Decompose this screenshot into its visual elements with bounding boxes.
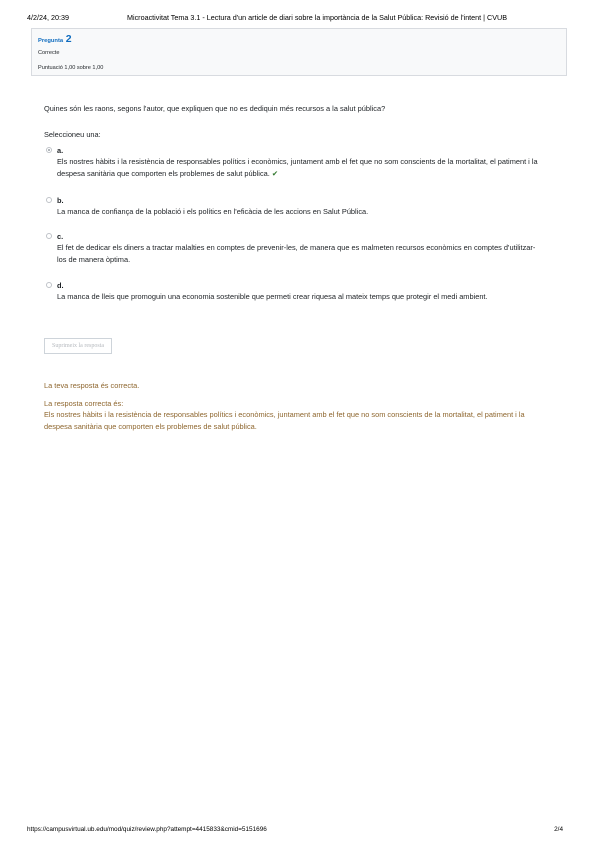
question-grade: Puntuació 1,00 sobre 1,00 bbox=[38, 65, 104, 71]
radio-icon[interactable] bbox=[46, 233, 52, 239]
print-page-number: 2/4 bbox=[554, 826, 563, 833]
radio-icon[interactable] bbox=[46, 282, 52, 288]
answer-prompt: Seleccioneu una: bbox=[44, 130, 101, 139]
print-page-title: Microactivitat Tema 3.1 - Lectura d'un article de diari sobre la importància de la Salut Pública: Revisió de l'intent | CVUB bbox=[127, 13, 508, 22]
right-answer-text: Els nostres hàbits i la resistència de responsables polítics i econòmics, juntament amb el fet que no som conscients de la mortalitat, el patiment i la despesa sanitària que comporten els problemes de salut pública. bbox=[44, 410, 525, 431]
answer-text-content: Els nostres hàbits i la resistència de responsables polítics i econòmics, juntament amb el fet que no som conscients de la mortalitat, el patiment i la despesa sanitària que comporten els problemes de salut pública. bbox=[57, 157, 538, 178]
answer-text: El fet de dedicar els diners a tractar malalties en comptes de prevenir-les, de manera que es malmeten recursos econòmics en comptes d'utilitzar-los de manera òptima. bbox=[57, 243, 536, 264]
clear-answer-button[interactable]: Suprimeix la resposta bbox=[44, 338, 112, 354]
right-answer-label: La resposta correcta és: bbox=[44, 399, 124, 408]
question-text: Quines són les raons, segons l'autor, que expliquen que no es dediquin més recursos a la salut pública? bbox=[44, 104, 386, 113]
answer-text bbox=[57, 156, 544, 179]
answer-letter: a. bbox=[57, 146, 64, 155]
answer-letter: d. bbox=[57, 281, 64, 290]
answer-text: La manca de lleis que promoguin una economia sostenible que permeti crear riquesa al mateix temps que protegir el medi ambient. bbox=[57, 292, 488, 301]
check-icon: ✔ bbox=[271, 168, 279, 178]
print-url: https://campusvirtual.ub.edu/mod/quiz/review.php?attempt=4415833&cmid=5151696 bbox=[27, 826, 267, 833]
question-label: Pregunta bbox=[38, 38, 64, 44]
answer-text: La manca de confiança de la població i els polítics en l'eficàcia de les accions en Salut Pública. bbox=[57, 207, 369, 216]
question-number bbox=[38, 33, 72, 45]
radio-selected-icon[interactable] bbox=[46, 147, 52, 153]
answer-letter: b. bbox=[57, 196, 64, 205]
question-number-value: 2 bbox=[65, 33, 72, 45]
question-info-box bbox=[31, 28, 567, 76]
radio-icon[interactable] bbox=[46, 197, 52, 203]
answer-letter: c. bbox=[57, 232, 64, 241]
feedback-result: La teva resposta és correcta. bbox=[44, 381, 140, 390]
print-date: 4/2/24, 20:39 bbox=[27, 13, 69, 22]
question-state: Correcte bbox=[38, 50, 60, 56]
